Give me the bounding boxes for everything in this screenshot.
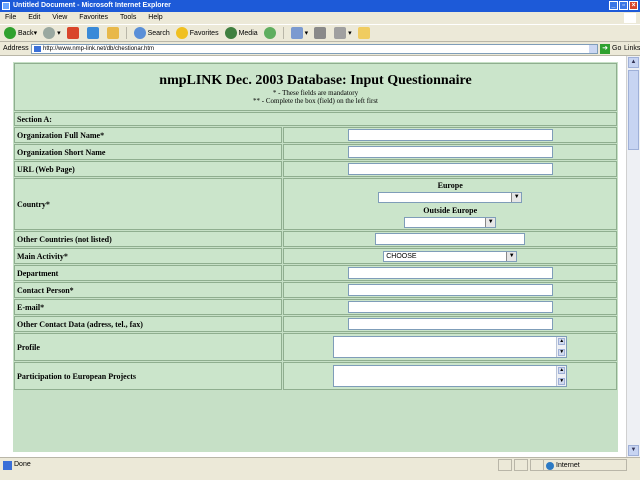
back-button[interactable] — [4, 27, 37, 39]
contact-person-input[interactable] — [348, 284, 553, 296]
scroll-up-icon[interactable]: ▲ — [559, 339, 565, 344]
globe-icon — [546, 462, 554, 470]
menu-file[interactable]: File — [5, 14, 17, 21]
window-title: Untitled Document - Microsoft Internet Explorer — [13, 2, 171, 9]
search-icon — [134, 27, 146, 39]
department-label: Department — [14, 265, 282, 281]
ie-icon — [2, 2, 10, 10]
links-button[interactable]: Links — [624, 45, 640, 52]
scroll-down-icon[interactable]: ▼ — [628, 445, 639, 456]
stop-icon — [67, 27, 79, 39]
menu-bar — [0, 12, 640, 24]
department-input[interactable] — [348, 267, 553, 279]
go-arrow-icon: ➜ — [600, 44, 610, 54]
history-icon — [264, 27, 276, 39]
mandatory-note: * - These fields are mandatory — [272, 89, 359, 97]
back-label: Back — [18, 29, 34, 37]
address-bar — [0, 42, 640, 56]
url-label: URL (Web Page) — [14, 161, 282, 177]
participation-label: Participation to European Projects — [14, 362, 282, 390]
complete-note: ** - Complete the box (field) on the left first — [253, 97, 378, 105]
profile-label: Profile — [14, 333, 282, 361]
org-full-name-input[interactable] — [348, 129, 553, 141]
mail-dropdown-icon[interactable]: ▾ — [304, 30, 309, 37]
org-full-name-label: Organization Full Name* — [14, 127, 282, 143]
chevron-down-icon: ▼ — [485, 218, 495, 227]
media-button[interactable] — [225, 27, 258, 39]
chevron-down-icon: ▼ — [506, 252, 516, 261]
page-done-icon — [3, 461, 12, 470]
page-content — [0, 56, 626, 457]
status-pane — [514, 459, 528, 471]
participation-textarea[interactable] — [333, 365, 567, 387]
textarea-scrollbar[interactable] — [556, 366, 566, 386]
contact-person-label: Contact Person* — [14, 282, 282, 298]
address-url: http://www.nmp-link.net/db/chestionar.htm — [43, 46, 155, 52]
menu-help[interactable]: Help — [148, 14, 163, 21]
windows-logo-icon — [624, 13, 636, 23]
page-scrollbar[interactable] — [626, 56, 640, 457]
media-label: Media — [238, 29, 258, 37]
home-button[interactable] — [107, 27, 121, 39]
outside-europe-label: Outside Europe — [423, 206, 478, 215]
forward-dropdown-icon[interactable]: ▾ — [57, 30, 61, 37]
other-contact-label: Other Contact Data (adress, tel., fax) — [14, 316, 282, 332]
europe-label: Europe — [437, 181, 463, 191]
email-label: E-mail* — [14, 299, 282, 315]
favorites-button[interactable] — [176, 27, 219, 39]
media-icon — [225, 27, 237, 39]
scroll-down-icon[interactable]: ▼ — [559, 350, 565, 355]
minimize-button[interactable]: _ — [609, 1, 618, 10]
outside-europe-select[interactable] — [404, 217, 496, 228]
mail-icon — [291, 27, 303, 39]
profile-textarea[interactable] — [333, 336, 567, 358]
mail-button[interactable] — [291, 27, 309, 39]
org-short-name-label: Organization Short Name — [14, 144, 282, 160]
org-short-name-input[interactable] — [348, 146, 553, 158]
go-button[interactable] — [600, 43, 621, 55]
edit-button[interactable] — [334, 27, 352, 39]
textarea-scrollbar[interactable] — [556, 337, 566, 357]
forward-arrow-icon — [43, 27, 55, 39]
search-label: Search — [147, 29, 170, 37]
country-label: Country* — [14, 178, 282, 230]
print-icon — [314, 27, 326, 39]
status-pane — [498, 459, 512, 471]
section-heading: Section A: — [14, 112, 617, 126]
form-table — [13, 62, 618, 391]
menu-tools[interactable]: Tools — [120, 14, 137, 21]
go-label: Go — [612, 45, 622, 52]
main-activity-selected: CHOOSE — [386, 252, 417, 260]
window-controls — [609, 1, 638, 10]
chevron-down-icon: ▼ — [511, 193, 521, 202]
refresh-button[interactable] — [87, 27, 101, 39]
stop-button[interactable] — [67, 27, 81, 39]
menu-view[interactable]: View — [52, 14, 68, 21]
scroll-thumb[interactable] — [628, 70, 639, 150]
security-zone — [543, 459, 627, 471]
favorites-label: Favorites — [189, 29, 219, 37]
refresh-icon — [87, 27, 99, 39]
menu-edit[interactable]: Edit — [28, 14, 41, 21]
home-icon — [107, 27, 119, 39]
main-activity-select[interactable] — [383, 251, 517, 262]
status-panes — [498, 459, 544, 471]
other-countries-label: Other Countries (not listed) — [14, 231, 282, 247]
forward-button[interactable] — [43, 27, 61, 39]
back-dropdown-icon[interactable]: ▾ — [33, 30, 38, 37]
zone-label: Internet — [556, 462, 580, 469]
other-contact-input[interactable] — [348, 318, 553, 330]
star-icon — [176, 27, 188, 39]
europe-select[interactable] — [378, 192, 522, 203]
menu-favorites[interactable]: Favorites — [79, 14, 109, 21]
scroll-down-icon[interactable]: ▼ — [559, 379, 565, 384]
toolbar — [0, 24, 640, 42]
toolbar-separator — [283, 27, 284, 39]
status-text: Done — [14, 461, 31, 468]
page-icon — [34, 46, 41, 52]
email-input[interactable] — [348, 301, 553, 313]
close-button[interactable]: × — [629, 1, 638, 10]
form-title: nmpLINK Dec. 2003 Database: Input Questionnaire — [159, 73, 472, 88]
edit-icon — [334, 27, 346, 39]
other-countries-input[interactable] — [375, 233, 525, 245]
address-dropdown-icon[interactable] — [589, 45, 597, 53]
url-input[interactable] — [348, 163, 553, 175]
history-button[interactable] — [264, 27, 278, 39]
scroll-up-icon[interactable]: ▲ — [628, 57, 639, 68]
back-arrow-icon — [4, 27, 16, 39]
form-header — [14, 63, 617, 111]
questionnaire-form — [13, 62, 618, 452]
status-pane — [530, 459, 544, 471]
toolbar-separator — [126, 27, 127, 39]
status-bar — [0, 457, 640, 480]
scroll-up-icon[interactable]: ▲ — [559, 368, 565, 373]
search-button[interactable] — [134, 27, 170, 39]
folder-button[interactable] — [358, 27, 372, 39]
edit-dropdown-icon[interactable]: ▾ — [348, 30, 352, 37]
address-input[interactable] — [31, 44, 598, 54]
print-button[interactable] — [314, 27, 328, 39]
window-title-bar — [0, 0, 640, 12]
maximize-button[interactable]: ▫ — [619, 1, 628, 10]
folder-icon — [358, 27, 370, 39]
main-activity-label: Main Activity* — [14, 248, 282, 264]
address-label: Address — [3, 45, 29, 52]
